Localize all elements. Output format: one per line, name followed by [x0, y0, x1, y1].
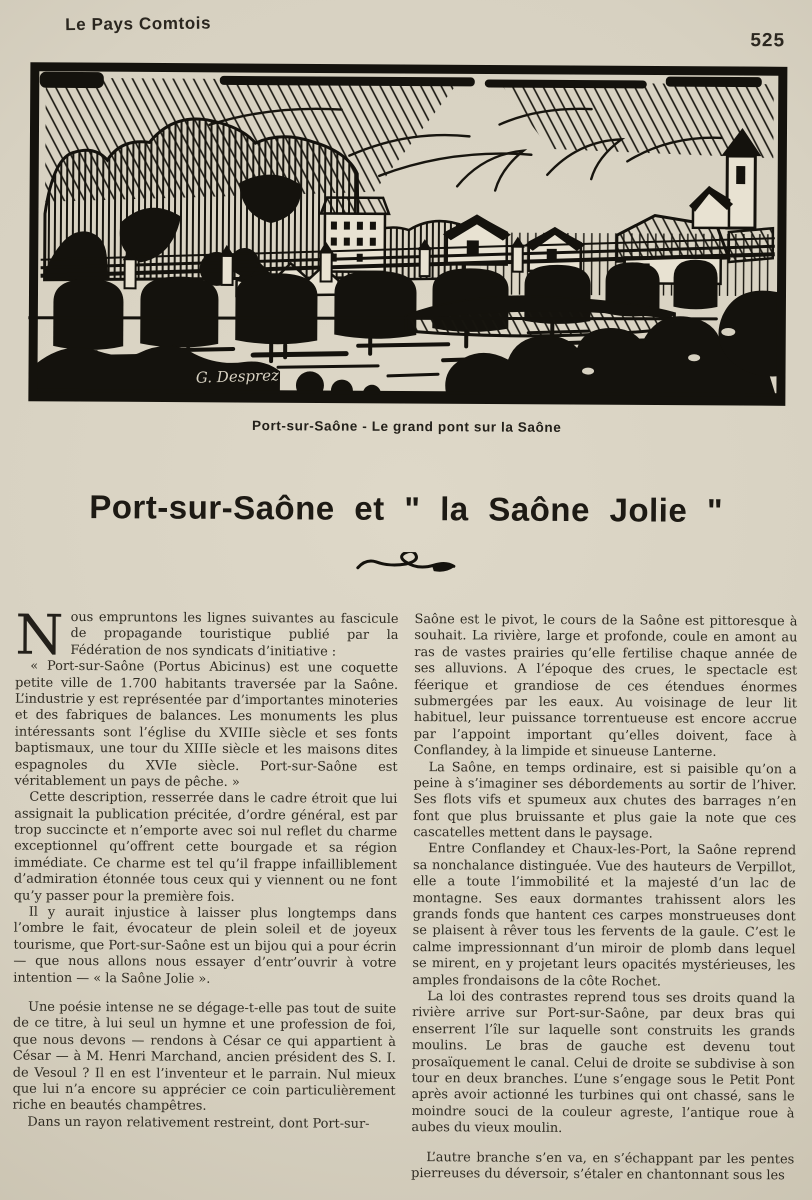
flourish-ornament	[354, 552, 458, 579]
paragraph: Entre Conflandey et Chaux-les-Port, la Saône reprend sa nonchalance distinguée. Vue des hauteurs de Verpillot, elle a toute l’immobilité et la majesté d’un lac de montagne. Ses eaux dormantes trahissent alors les grands fonds que hantent ces carpes monstrueuses dont se plaisent à rêver tous les fervents de la gaule. C’est le calme impressionnant d’un miroir de plomb dans lequel se mirent, en y projetant leurs opacités mystérieuses, les amples frondaisons de la côte Rochet.	[412, 841, 797, 990]
paragraph: Nous empruntons les lignes suivantes au fascicule de propagande touristique publié par la Fédération de nos syndicats d’initiative :	[15, 602, 399, 667]
left-column	[12, 602, 399, 1183]
journal-title: Le Pays Comtois	[65, 13, 212, 35]
paragraph: Dans un rayon relativement restreint, dont Port-sur-	[27, 1114, 370, 1132]
paragraph: L’autre branche s’en va, en s’échappant par les pentes pierreuses du déversoir, s’étaler en chantonnant sous les	[411, 1149, 795, 1184]
illustration-figure	[28, 62, 788, 437]
paragraph: La loi des contrastes reprend tous ses droits quand la rivière arrive sur Port-sur-Saône, par deux bras qui enserrent l’île sur laquelle sont construits les grands moulins. Le bras de gauche est devenu tout prosaïquement le canal. Celui de droite se subdivise à son tour en deux branches. L’une s’engage sous le Petit Pont après avoir actionné les turbines qui ont chassé, sans le moindre souci de la couleur agreste, l’antique roue à aubes du vieux moulin.	[411, 989, 796, 1137]
figure-caption: Port-sur-Saône - Le grand pont sur la Saône	[251, 418, 562, 435]
running-head	[3, 0, 812, 52]
paragraph: « Port-sur-Saône (Portus Abicinus) est une coquette petite ville de 1.700 habitants traversée par la Saône. L’industrie y est représentée par d’importantes minoteries et des fabriques de balances. Les monuments les plus intéressants sont l’église du XVIIIe siècle et ses fonts baptismaux, une tour du XIIIe siècle et les maisons dites espagnoles du XVIe siècle. Port-sur-Saône est véritablement un pays de pêche. »	[14, 658, 399, 790]
paragraph: Cette description, resserrée dans le cadre étroit que lui assignait la publication précitée, d’ordre général, est par trop succincte et n’emporte avec soi nul reflet du charme exceptionnel qu’offrent cette bourgade et sa région immédiate. Ce charme est tel qu’il frappe infailliblement d’admiration étonnée tous ceux qui y viennent ou ne font qu’y passer pour la première fois.	[13, 790, 398, 905]
paragraph: La Saône, en temps ordinaire, est si paisible qu’on a peine à s’imaginer ses débordements au sortir de l’hiver. Ses flots vifs et spumeux aux chutes des barrages n’en font que plus bruissante et plus gaie la note que ces cascatelles mettent dans le paysage.	[413, 759, 797, 842]
paragraph: Il y aurait injustice à laisser plus longtemps dans l’ombre le fait, évocateur de plein soleil et de joyeux tourisme, que Port-sur-Saône est un bijou qui a pour écrin — que nous allons nous essayer d’entr’ouvrir à votre intention — « la Saône Jolie ».	[13, 904, 397, 987]
paragraph: Saône est le pivot, le cours de la Saône est pittoresque à souhait. La rivière, large et profonde, coule en amont au ras de vastes prairies qu’elle fertilise chaque année de ses alluvions. A l’époque des crues, le spectacle est féerique et grandiose de ces étendues énormes submergées par les eaux. Au voisinage de leur lit habituel, leur puissance torrentueuse est encore accrue par l’appoint important qu’elles doivent, face à Conflandey, à la limpide et sinueuse Lanterne.	[413, 612, 798, 761]
article-title: Port-sur-Saône et " la Saône Jolie "	[89, 488, 724, 529]
drop-cap: N	[15, 602, 64, 667]
paragraph: Une poésie intense ne se dégage-t-elle pas tout de suite de ce titre, à lui seul un hymne et une profession de foi, que nous devons — rendons à César ce qui appartient à César — à M. Henri Marchand, ancien président des S. I. de Vesoul ? Il en est l’inventeur et le parrain. Nul mieux que lui n’a encore su apprécier ce coin particulièrement riche en beautés champêtres.	[12, 999, 397, 1115]
bridge-illustration	[28, 62, 788, 407]
artist-signature: G. Desprez	[195, 366, 280, 387]
article-body	[12, 602, 798, 1185]
page-number: 525	[750, 30, 786, 52]
right-column	[411, 612, 797, 1185]
